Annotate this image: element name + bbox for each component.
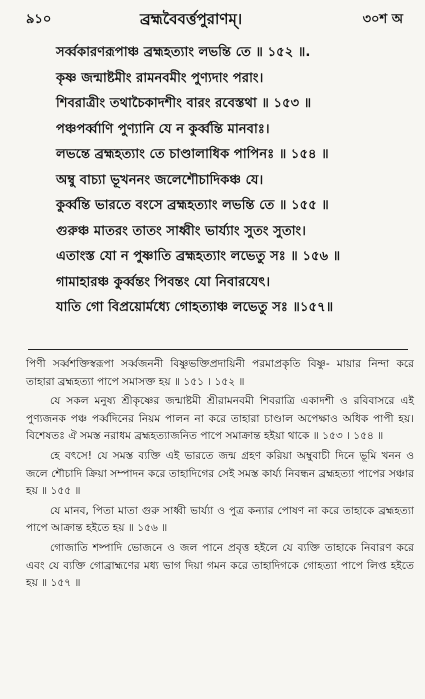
verse-line: লভন্তে ব্রহ্মহত্যাং তে চাণ্ডালাধিক পাপিনঃ ॥ ১৫৪ ॥: [56, 147, 329, 162]
page-number: ৯১০: [26, 12, 52, 27]
translation-paragraph: যে সকল মনুষ্য শ্রীকৃষ্ণের জন্মাষ্টমী শ্রীরামনবমী শিবরাত্রি একাদশী ও রবিবাসরে এই পুণ্যজনক পঞ্চ পর্ব্বদিনের নিয়ম পালন না করে তাহারা চাণ্ডাল অপেক্ষাও অধিক পাপী হয়। বিশেষতঃ ঐ সমস্ত নরাধম ব্রহ্মহত্যাজনিত পাপে সমাক্রান্ত হইয়া থাকে ॥ ১৫৩ । ১৫৪ ॥: [26, 395, 414, 443]
verse-line: কুর্ব্বন্তি ভারতে বংসে ব্রহ্মহত্যাং লভন্তি তে ॥ ১৫৫ ॥: [56, 198, 329, 213]
verse-line: গুরুঞ্চ মাতরং তাতং সাধ্বীং ভার্য্যাং সুতং সুতাং।: [56, 223, 306, 239]
verse-line: যাতি গো বিপ্রয়োর্মধ্যে গোহত্যাঞ্চ লভেতু সঃ ॥১৫৭॥: [56, 300, 334, 315]
translation-paragraph: পিণী সর্ব্বশক্তিস্বরূপা সর্ব্বজননী বিষ্ণুভক্তিপ্রদায়িনী পরমাপ্রকৃতি বিষ্ণু- মায়ার নিন্দা করে তাহারা ব্রহ্মহত্যা পাপে সমাসক্ত হয় ॥ ১৫১ । ১৫২ ॥: [26, 358, 414, 388]
section-divider: [28, 349, 408, 350]
verse-line: এতাংস্ত যো ন পুষ্ণাতি ব্রহ্মহত্যাং লভেতু সঃ ॥ ১৫৬ ॥: [56, 249, 341, 264]
bengali-translation: [26, 356, 414, 595]
chapter-label: ৩০শ অ: [362, 12, 403, 27]
verse-line: গামাহারঞ্চ কুর্ব্বন্তং পিবন্তং যো নিবারযেৎ।: [56, 274, 271, 290]
verse-line: পঞ্চপর্ব্বাণি পুণ্যানি যে ন কুর্ব্বন্তি মানবাঃ।: [56, 121, 270, 137]
page-header: [0, 0, 425, 32]
verse-line: কৃষ্ণ জন্মাষ্টমীং রামনবমীং পুণ্যদাং পরাং।: [56, 70, 264, 86]
translation-paragraph: গোজাতি শষ্পাদি ভোজনে ও জল পানে প্রবৃত্ত হইলে যে ব্যক্তি তাহাকে নিবারণ করে এবং যে ব্যক্তি গোব্রাহ্মণের মধ্য ভাগ দিয়া গমন করে তাহাদিগকে গোহত্যা পাপে লিপ্ত হইতে হয় ॥ ১৫৭ ॥: [26, 541, 414, 590]
sanskrit-verses: [56, 40, 416, 321]
verse-line: সর্ব্বকারণরূপাঞ্চ ব্রহ্মহত্যাং লভন্তি তে ॥ ১৫২ ॥.: [56, 45, 311, 60]
translation-paragraph: হে বৎসে! যে সমস্ত ব্যক্তি এই ভারতে জন্ম গ্রহণ করিয়া অম্বুবাচী দিনে ভূমি খনন ও জলে শৌচাদি ক্রিয়া সম্পাদন করে তাহাদিগের সেই সমস্ত কার্য্য নিবন্ধন ব্রহ্মহত্যা পাপের সঞ্চার হয় ॥ ১৫৫ ॥: [26, 449, 414, 498]
page-title: ব্রহ্মবৈবর্ত্তপুরাণম্।: [140, 10, 243, 28]
translation-paragraph: যে মানব, পিতা মাতা গুরু সাধ্বী ভার্য্যা ও পুত্র কন্যার পোষণ না করে তাহাকে ব্রহ্মহত্যা পাপে আক্রান্ত হইতে হয় ॥ ১৫৬ ॥: [26, 504, 414, 535]
verse-line: অম্বু বাচ্যা ভূখননং জলেশৌচাদিকঞ্চ যে।: [56, 172, 264, 188]
verse-line: শিবরাত্রীং তথাচৈকাদশীং বারং রবেস্তথা ॥ ১৫৩ ॥: [56, 96, 312, 111]
